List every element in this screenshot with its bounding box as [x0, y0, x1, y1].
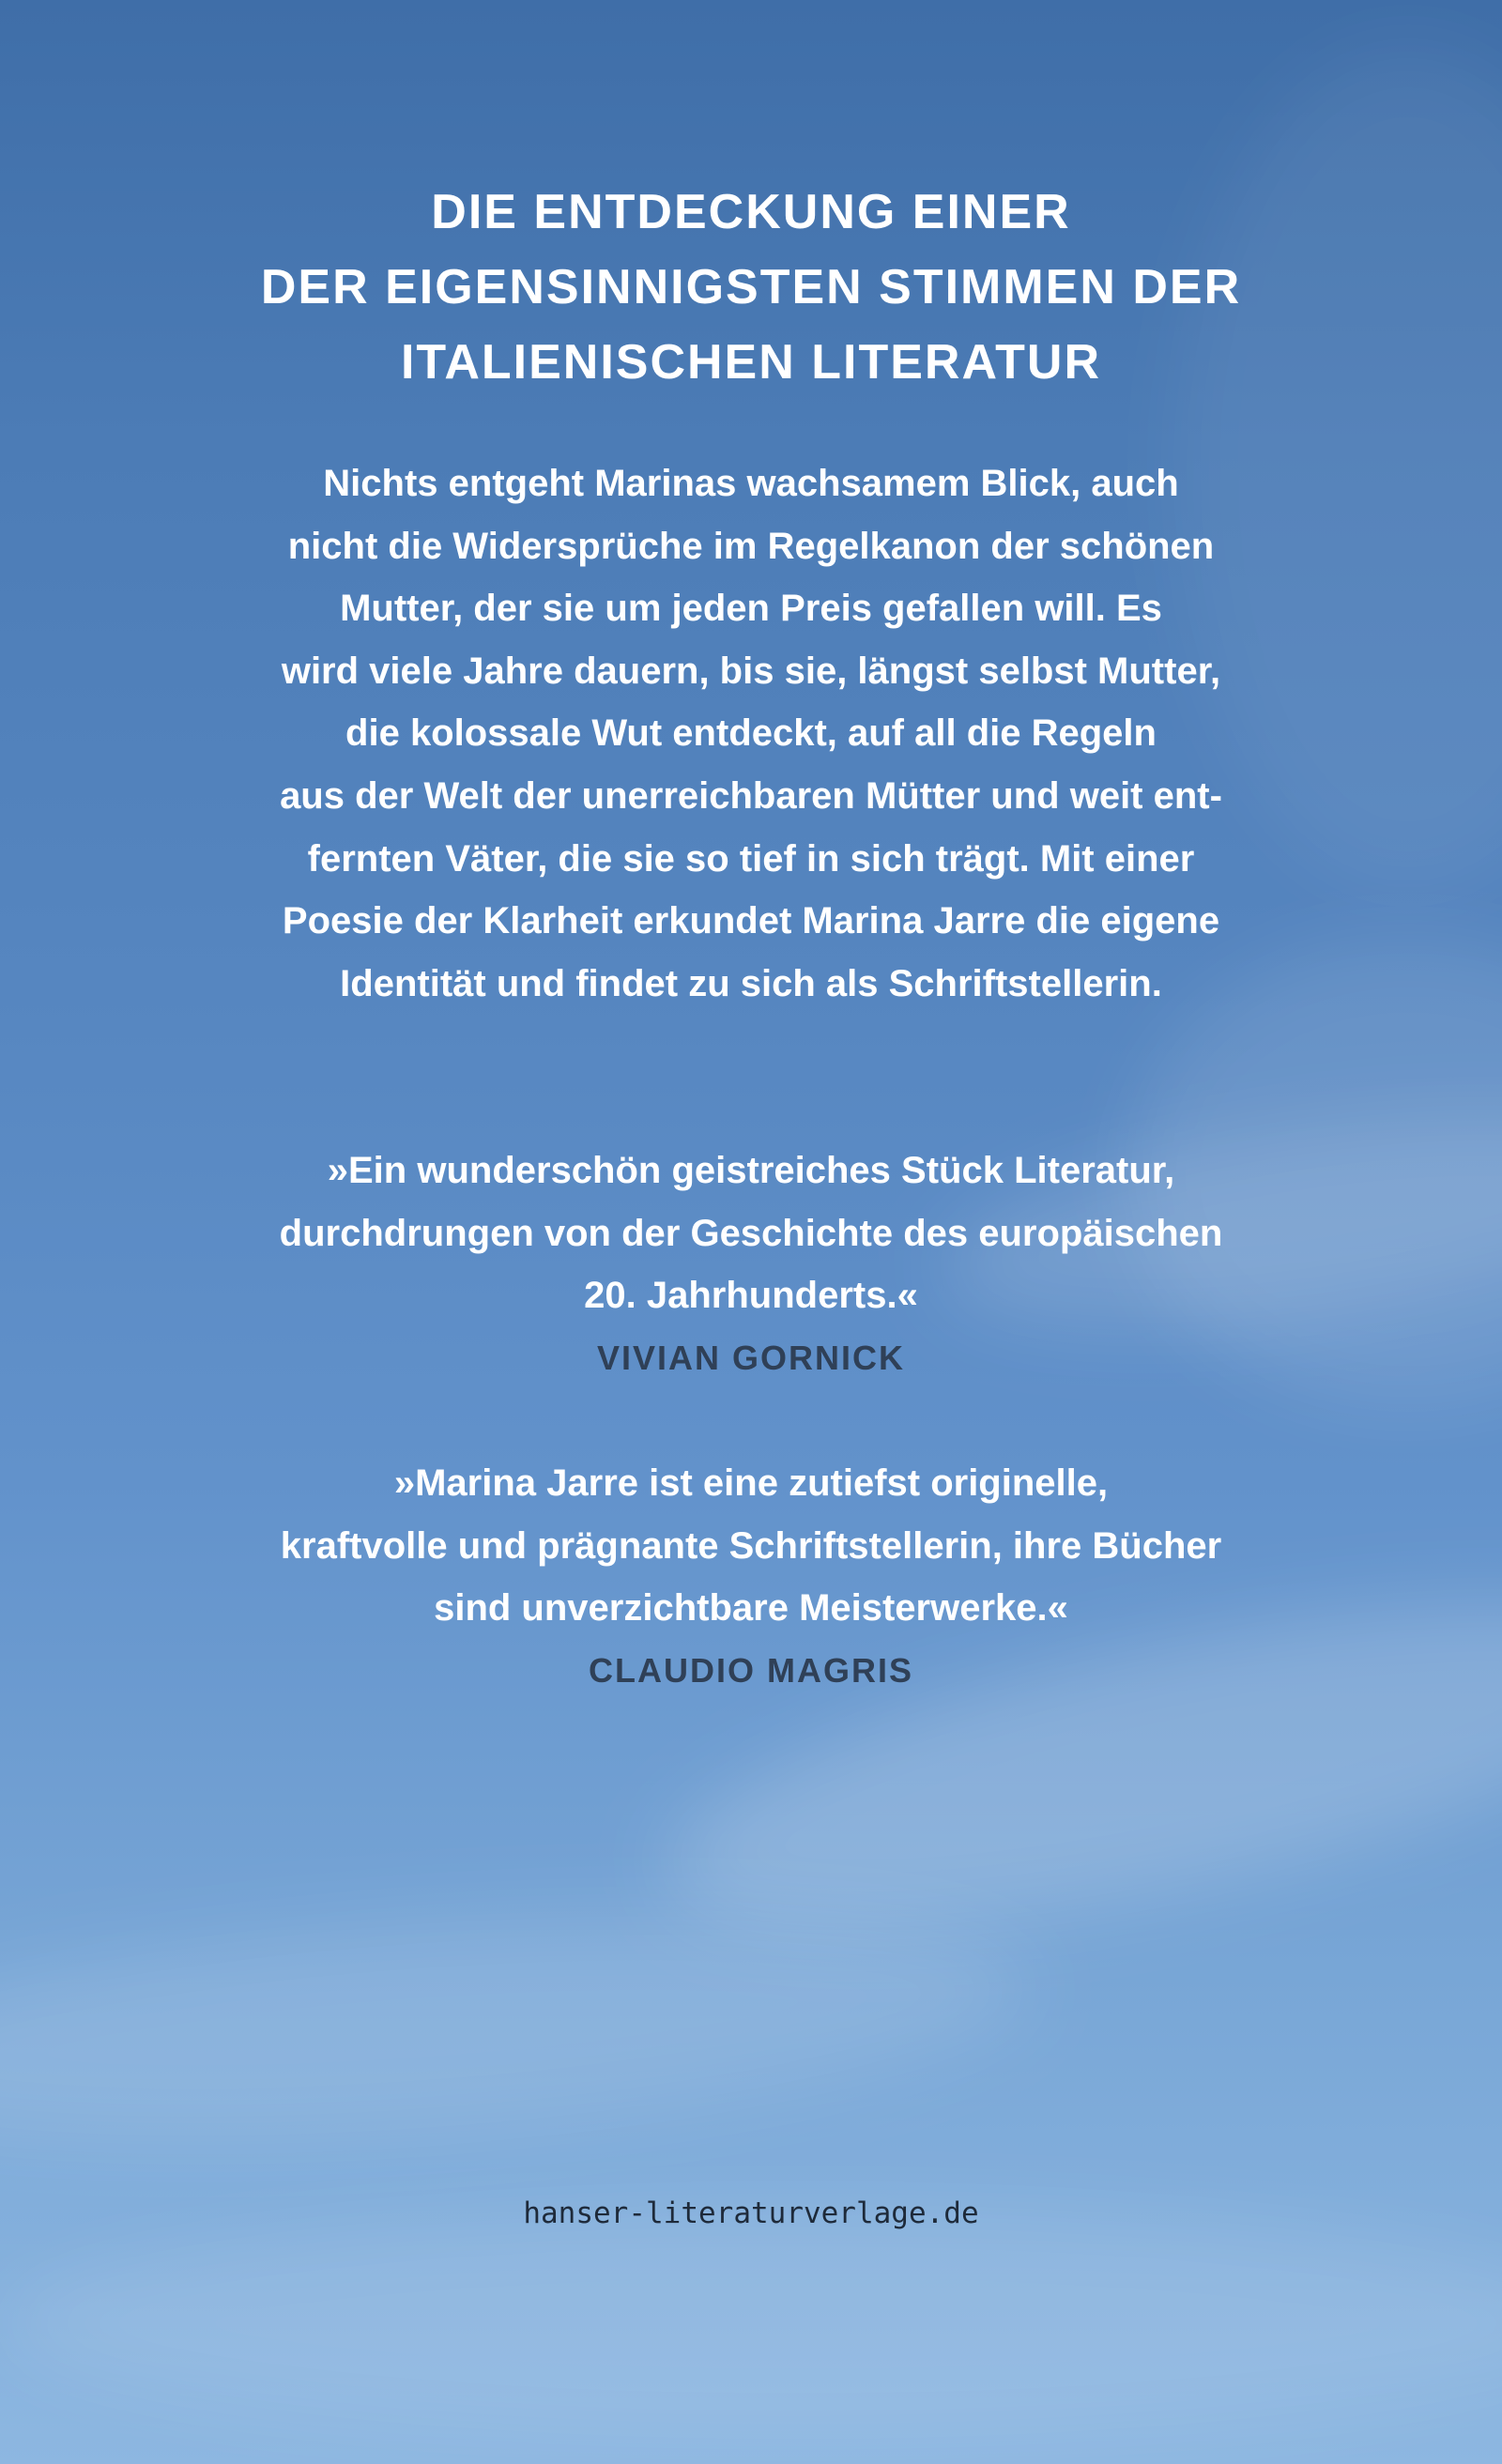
headline-line: DIE ENTDECKUNG EINER [431, 185, 1071, 239]
publisher-url: hanser-literaturverlage.de [523, 2196, 979, 2230]
quote-line: »Marina Jarre ist eine zutiefst originelle, [393, 1462, 1109, 1504]
blurb-line: Mutter, der sie um jeden Preis gefallen will. Es [340, 588, 1162, 630]
blurb-line: Nichts entgeht Marinas wachsamem Blick, auch [323, 463, 1179, 504]
headline-line: ITALIENISCHEN LITERATUR [400, 335, 1102, 390]
blurb-paragraph [94, 452, 1408, 1015]
blurb-line: Identität und findet zu sich als Schriftstellerin. [340, 962, 1162, 1004]
blurb-line: nicht die Widersprüche im Regelkanon der schönen [287, 525, 1215, 567]
blurb-line: die kolossale Wut entdeckt, auf all die Regeln [345, 712, 1157, 755]
quote-line: durchdrungen von der Geschichte des europäischen [279, 1212, 1223, 1254]
quote-line: kraftvolle und prägnante Schriftstellerin, ihre Bücher [280, 1524, 1222, 1567]
quote-line: 20. Jahrhunderts.« [584, 1275, 918, 1317]
quote-author: CLAUDIO MAGRIS [589, 1650, 913, 1690]
blurb-line: aus der Welt der unerreichbaren Mütter und weit ent- [280, 774, 1222, 817]
headline [94, 175, 1408, 400]
quote-author: VIVIAN GORNICK [596, 1338, 906, 1377]
blurb-line: wird viele Jahre dauern, bis sie, längst selbst Mutter, [281, 650, 1221, 692]
review-quote-gornick [94, 1140, 1408, 1389]
blurb-line: fernten Väter, die sie so tief in sich trägt. Mit einer [307, 837, 1195, 880]
quote-line: »Ein wunderschön geistreiches Stück Literatur, [327, 1150, 1175, 1191]
quote-line: sind unverzichtbare Meisterwerke.« [434, 1587, 1068, 1630]
blurb-line: Poesie der Klarheit erkundet Marina Jarre die eigene [282, 900, 1220, 942]
review-quote-magris [94, 1452, 1408, 1702]
headline-line: DER EIGENSINNIGSTEN STIMMEN DER [260, 260, 1242, 314]
